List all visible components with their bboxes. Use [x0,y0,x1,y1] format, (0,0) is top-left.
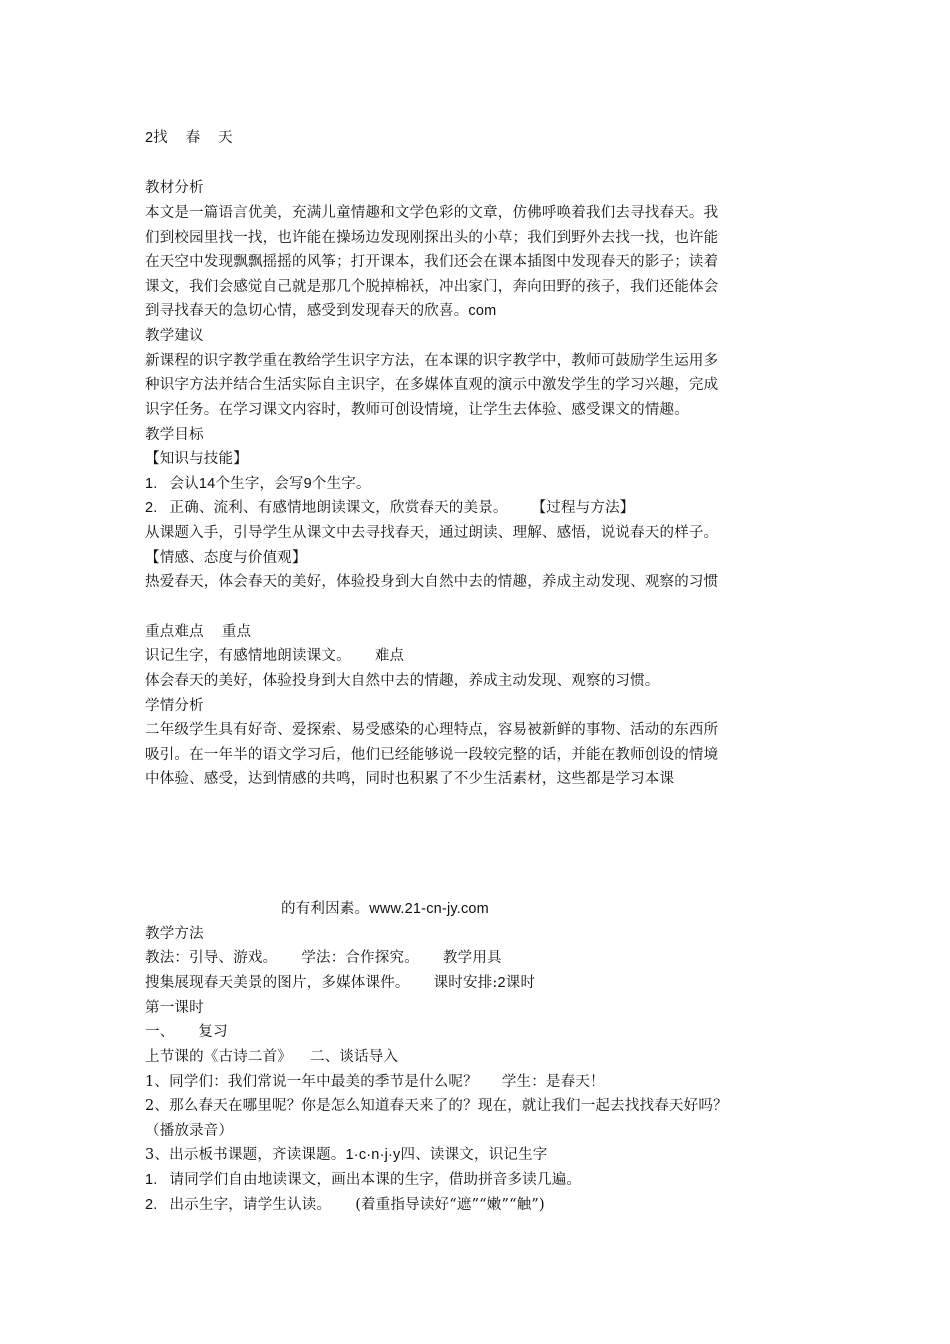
paragraph-line: 到寻找春天的急切心情，感受到发现春天的欣喜。com [145,303,497,319]
step-item: 1. 请同学们自由地读课文，画出本课的生字，借助拼音多读几遍。 [145,1172,582,1188]
teaching-method-heading: 教学方法 [145,926,204,942]
goal-item: 1. 会认14个生字，会写9个生字。 [145,476,371,492]
paragraph-line: 识记生字，有感情地朗读课文。 难点 [145,648,405,664]
paragraph-line: 上节课的《古诗二首》 二、谈话导入 [145,1049,399,1065]
student-analysis-heading: 学情分析 [145,698,204,714]
paragraph-line: 本文是一篇语言优美，充满儿童情趣和文学色彩的文章，仿佛呼唤着我们去寻找春天。我 [145,205,719,221]
paragraph-line: 二年级学生具有好奇、爱探索、易受感染的心理特点，容易被新鲜的事物、活动的东西所 [145,722,719,738]
knowledge-skills-heading: 【知识与技能】 [145,451,248,467]
paragraph-line: 3、出示板书课题，齐读课题。1·c·n·j·y四、读课文，识记生字 [145,1147,548,1163]
paragraph-line: 吸引。在一年半的语文学习后，他们已经能够说一段较完整的话，并能在教师创设的情境 [145,747,719,763]
lesson-one-heading: 第一课时 [145,1000,204,1016]
paragraph-line: 体会春天的美好，体验投身到大自然中去的情趣，养成主动发现、观察的习惯。 [145,673,660,689]
goal-item: 2. 正确、流利、有感情地朗读课文，欣赏春天的美景。 【过程与方法】 [145,500,635,516]
paragraph-line: 中体验、感受，达到情感的共鸣，同时也积累了不少生活素材，这些都是学习本课 [145,771,675,787]
step-item: 2. 出示生字，请学生认读。 (着重指导读好“遮”“嫩”“触”) [145,1197,545,1213]
lesson-title: 2找 春 天 [145,130,233,146]
key-difficult-heading: 重点难点 重点 [145,624,252,640]
teaching-goals-heading: 教学目标 [145,427,204,443]
paragraph-line: 搜集展现春天美景的图片，多媒体课件。 课时安排:2课时 [145,975,536,991]
paragraph-line: 识字任务。在学习课文内容时，教师可创设情境，让学生去体验、感受课文的情趣。 [145,402,689,418]
emotion-values-heading: 【情感、态度与价值观】 [145,550,307,566]
process-method-heading: 【过程与方法】 [531,500,635,516]
paragraph-line: 种识字方法并结合生活实际自主识字，在多媒体直观的演示中激发学生的学习兴趣，完成 [145,377,719,393]
textbook-analysis-heading: 教材分析 [145,180,204,196]
paragraph-line: 在天空中发现飘飘摇摇的风筝；打开课本，我们还会在课本插图中发现春天的影子；读着 [145,254,719,270]
paragraph-line: 从课题入手，引导学生从课文中去寻找春天，通过朗读、理解、感悟，说说春天的样子。 [145,525,719,541]
review-heading: 一、 复习 [145,1024,228,1040]
paragraph-line: 的有利因素。www.21-cn-jy.com [281,901,489,917]
paragraph-line: 课文，我们会感觉自己就是那几个脱掉棉袄，冲出家门，奔向田野的孩子，我们还能体会 [145,279,719,295]
paragraph-line: 教法：引导、游戏。 学法：合作探究。 教学用具 [145,950,502,966]
paragraph-line: 热爱春天，体会春天的美好，体验投身到大自然中去的情趣，养成主动发现、观察的习惯 [145,574,719,590]
teaching-suggestion-heading: 教学建议 [145,328,204,344]
paragraph-line: 新课程的识字教学重在教给学生识字方法，在本课的识字教学中，教师可鼓励学生运用多 [145,353,719,369]
paragraph-line: 1、同学们：我们常说一年中最美的季节是什么呢？ 学生：是春天！ [145,1074,605,1090]
intro-heading: 二、谈话导入 [310,1049,399,1065]
paragraph-line: （播放录音） [145,1123,234,1139]
paragraph-line: 2、那么春天在哪里呢？你是怎么知道春天来了的？现在，就让我们一起去找找春天好吗？ [145,1098,728,1114]
read-text-heading: 四、读课文，识记生字 [400,1147,548,1163]
paragraph-line: 们到校园里找一找，也许能在操场边发现刚探出头的小草；我们到野外去找一找，也许能 [145,230,719,246]
